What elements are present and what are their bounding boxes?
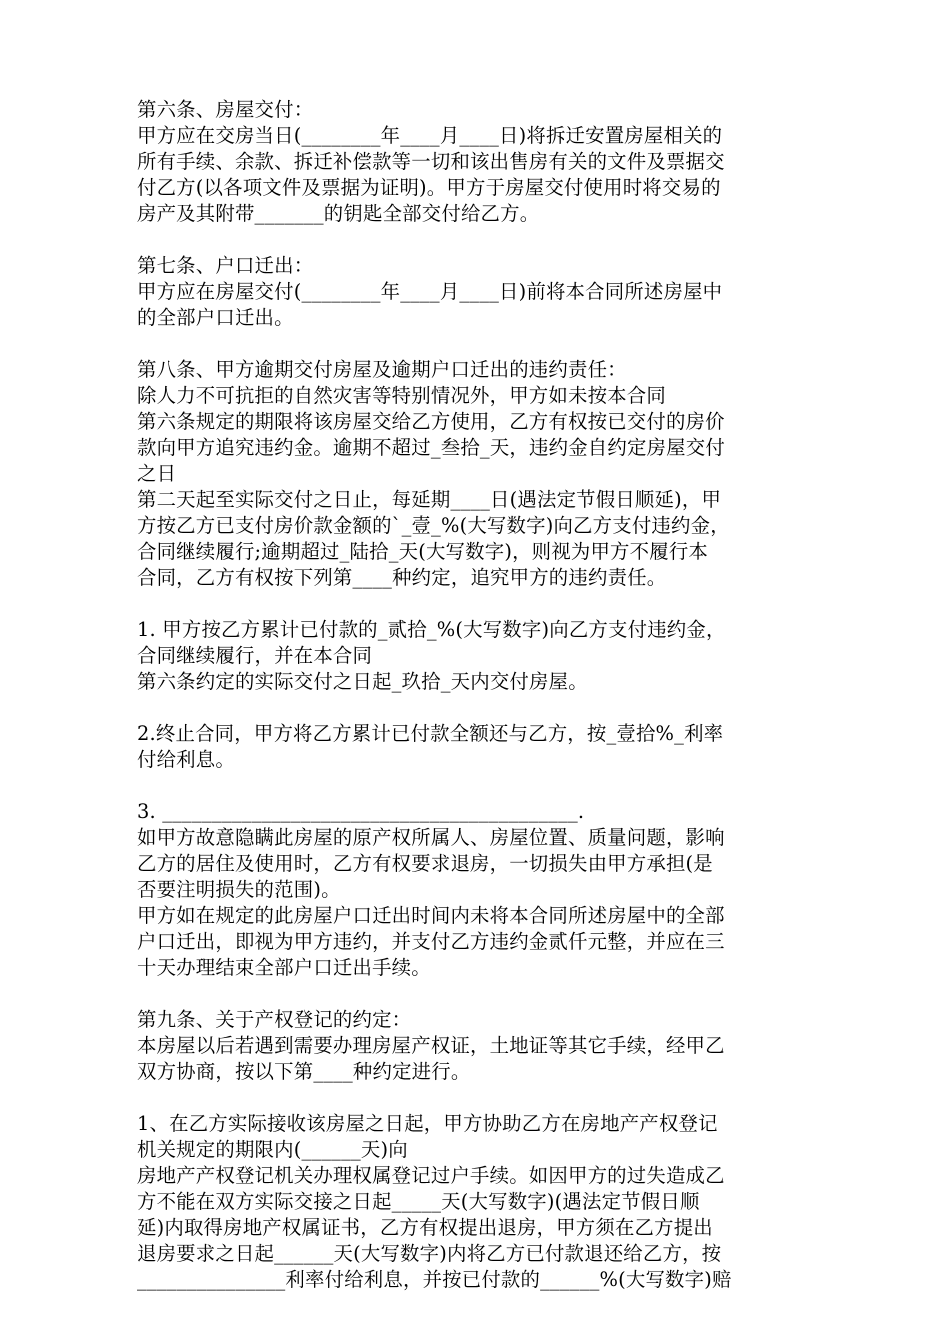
paragraph-gap xyxy=(137,695,827,721)
text-line: 除人力不可抗拒的自然灾害等特别情况外，甲方如未按本合同 xyxy=(137,384,666,407)
text-line: 第六条约定的实际交付之日起_玖拾_天内交付房屋。 xyxy=(137,670,588,693)
text-line: 机关规定的期限内(______天)向 xyxy=(137,1138,408,1161)
text-line: 合同，乙方有权按下列第____种约定，追究甲方的违约责任。 xyxy=(137,566,667,589)
paragraph-gap xyxy=(137,591,827,617)
text-line: 否要注明损失的范围)。 xyxy=(137,878,341,901)
text-line: 乙方的居住及使用时，乙方有权要求退房，一切损失由甲方承担(是 xyxy=(137,852,713,875)
paragraph-gap xyxy=(137,227,827,253)
document-body xyxy=(137,97,827,1293)
text-line: 所有手续、余款、拆迁补偿款等一切和该出售房有关的文件及票据交 xyxy=(137,150,725,173)
paragraph-gap xyxy=(137,1085,827,1111)
text-line: 付乙方(以各项文件及票据为证明)。甲方于房屋交付使用时将交易的 xyxy=(137,176,721,199)
text-line: 甲方应在交房当日(________年____月____日)将拆迁安置房屋相关的 xyxy=(137,124,723,147)
text-line: _______________利率付给利息，并按已付款的______%(大写数字)赔 xyxy=(137,1268,732,1291)
text-line: 方按乙方已支付房价款金额的`_壹_%(大写数字)向乙方支付违约金， xyxy=(137,514,730,537)
text-line: 第七条、户口迁出： xyxy=(137,254,314,277)
text-line: 合同继续履行;逾期超过_陆拾_天(大写数字)，则视为甲方不履行本 xyxy=(137,540,708,563)
text-line: 第二天起至实际交付之日止，每延期____日(遇法定节假日顺延)，甲 xyxy=(137,488,722,511)
paragraph-gap xyxy=(137,331,827,357)
text-line: 房产及其附带_______的钥匙全部交付给乙方。 xyxy=(137,202,540,225)
text-line: 款向甲方追究违约金。逾期不超过_叁拾_天，违约金自约定房屋交付 xyxy=(137,436,725,459)
text-line: 第六条、房屋交付： xyxy=(137,98,314,121)
text-line: 退房要求之日起______天(大写数字)内将乙方已付款退还给乙方，按 xyxy=(137,1242,722,1265)
text-line: 户口迁出，即视为甲方违约，并支付乙方违约金贰仟元整，并应在三 xyxy=(137,930,725,953)
text-line: 2.终止合同，甲方将乙方累计已付款全额还与乙方，按_壹拾%_利率 xyxy=(137,722,724,745)
text-line: 3. __________________________________________. xyxy=(137,800,585,823)
text-line: 第六条规定的期限将该房屋交给乙方使用，乙方有权按已交付的房价 xyxy=(137,410,725,433)
text-line: 本房屋以后若遇到需要办理房屋产权证，土地证等其它手续，经甲乙 xyxy=(137,1034,725,1057)
text-line: 延)内取得房地产权属证书，乙方有权提出退房，甲方须在乙方提出 xyxy=(137,1216,713,1239)
text-line: 甲方应在房屋交付(________年____月____日)前将本合同所述房屋中 xyxy=(137,280,723,303)
text-line: 甲方如在规定的此房屋户口迁出时间内未将本合同所述房屋中的全部 xyxy=(137,904,725,927)
text-line: 的全部户口迁出。 xyxy=(137,306,294,329)
text-line: 1. 甲方按乙方累计已付款的_贰拾_%(大写数字)向乙方支付违约金， xyxy=(137,618,726,641)
paragraph-gap xyxy=(137,773,827,799)
text-line: 第八条、甲方逾期交付房屋及逾期户口迁出的违约责任： xyxy=(137,358,627,381)
text-line: 合同继续履行，并在本合同 xyxy=(137,644,373,667)
text-line: 如甲方故意隐瞒此房屋的原产权所属人、房屋位置、质量问题，影响 xyxy=(137,826,725,849)
text-line: 1、在乙方实际接收该房屋之日起，甲方协助乙方在房地产产权登记 xyxy=(137,1112,718,1135)
text-line: 十天办理结束全部户口迁出手续。 xyxy=(137,956,431,979)
text-line: 双方协商，按以下第____种约定进行。 xyxy=(137,1060,471,1083)
text-line: 付给利息。 xyxy=(137,748,235,771)
text-line: 方不能在双方实际交接之日起_____天(大写数字)(遇法定节假日顺 xyxy=(137,1190,700,1213)
paragraph-gap xyxy=(137,981,827,1007)
text-line: 之日 xyxy=(137,462,177,485)
text-line: 第九条、关于产权登记的约定： xyxy=(137,1008,412,1031)
text-line: 房地产产权登记机关办理权属登记过户手续。如因甲方的过失造成乙 xyxy=(137,1164,725,1187)
